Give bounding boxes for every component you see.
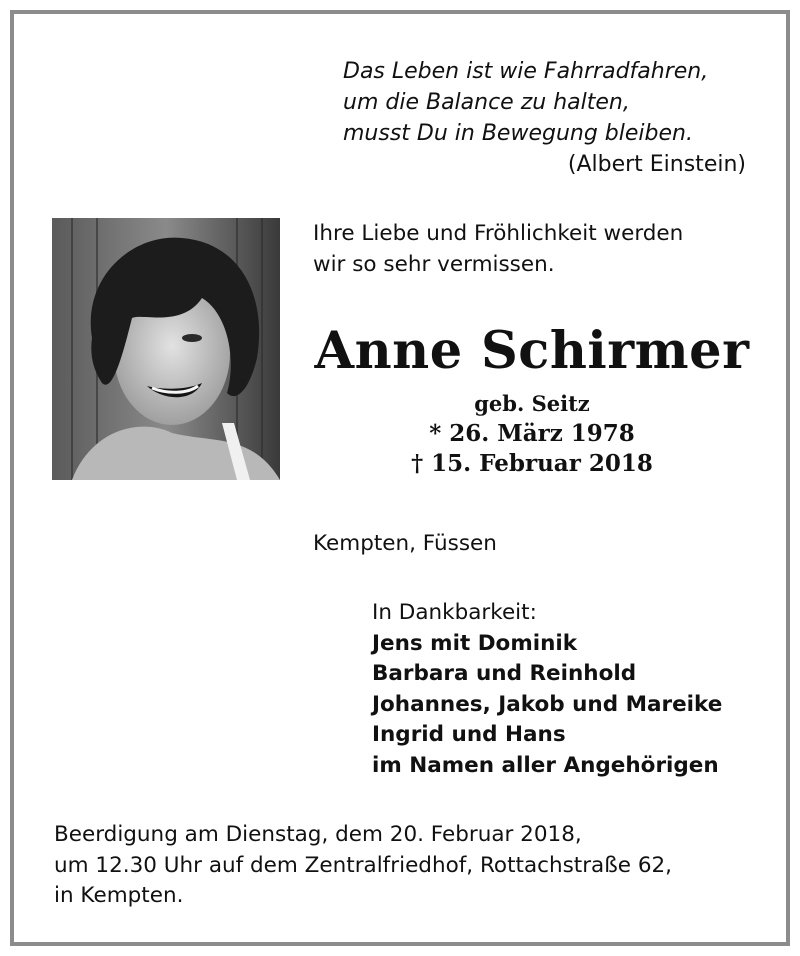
epigraph-quote [326, 56, 746, 180]
birth-date: * 26. März 1978 [429, 420, 635, 447]
intro-line: Ihre Liebe und Fröhlichkeit werden [313, 221, 684, 246]
mourner-name: Ingrid und Hans [372, 722, 566, 747]
quote-line: um die Balance zu halten, [343, 90, 630, 115]
funeral-details [54, 820, 774, 912]
quote-author: (Albert Einstein) [567, 152, 746, 177]
quote-line: musst Du in Bewegung bleiben. [343, 121, 693, 146]
mourner-name: Barbara und Reinhold [372, 661, 637, 686]
funeral-line: Beerdigung am Dienstag, dem 20. Februar 2018, [54, 822, 582, 847]
funeral-line: in Kempten. [54, 883, 184, 908]
funeral-line: um 12.30 Uhr auf dem Zentralfriedhof, Rottachstraße 62, [54, 852, 673, 878]
mourner-name: Jens mit Dominik [372, 630, 578, 656]
mourners-section [372, 598, 762, 781]
intro-text [313, 218, 753, 280]
place-text: Kempten, Füssen [313, 531, 497, 556]
mourners-intro: In Dankbarkeit: [372, 600, 537, 625]
death-date: † 15. Februar 2018 [411, 450, 653, 477]
portrait-photo [52, 218, 280, 480]
quote-line: Das Leben ist wie Fahrradfahren, [343, 59, 709, 84]
mourner-name: im Namen aller Angehörigen [372, 752, 719, 778]
portrait-photo-image [52, 218, 280, 480]
intro-line: wir so sehr vermissen. [313, 252, 555, 277]
deceased-details [313, 389, 751, 479]
deceased-name: Anne Schirmer [314, 321, 750, 381]
mourner-name: Johannes, Jakob und Mareike [372, 691, 723, 717]
maiden-name: geb. Seitz [474, 391, 590, 416]
